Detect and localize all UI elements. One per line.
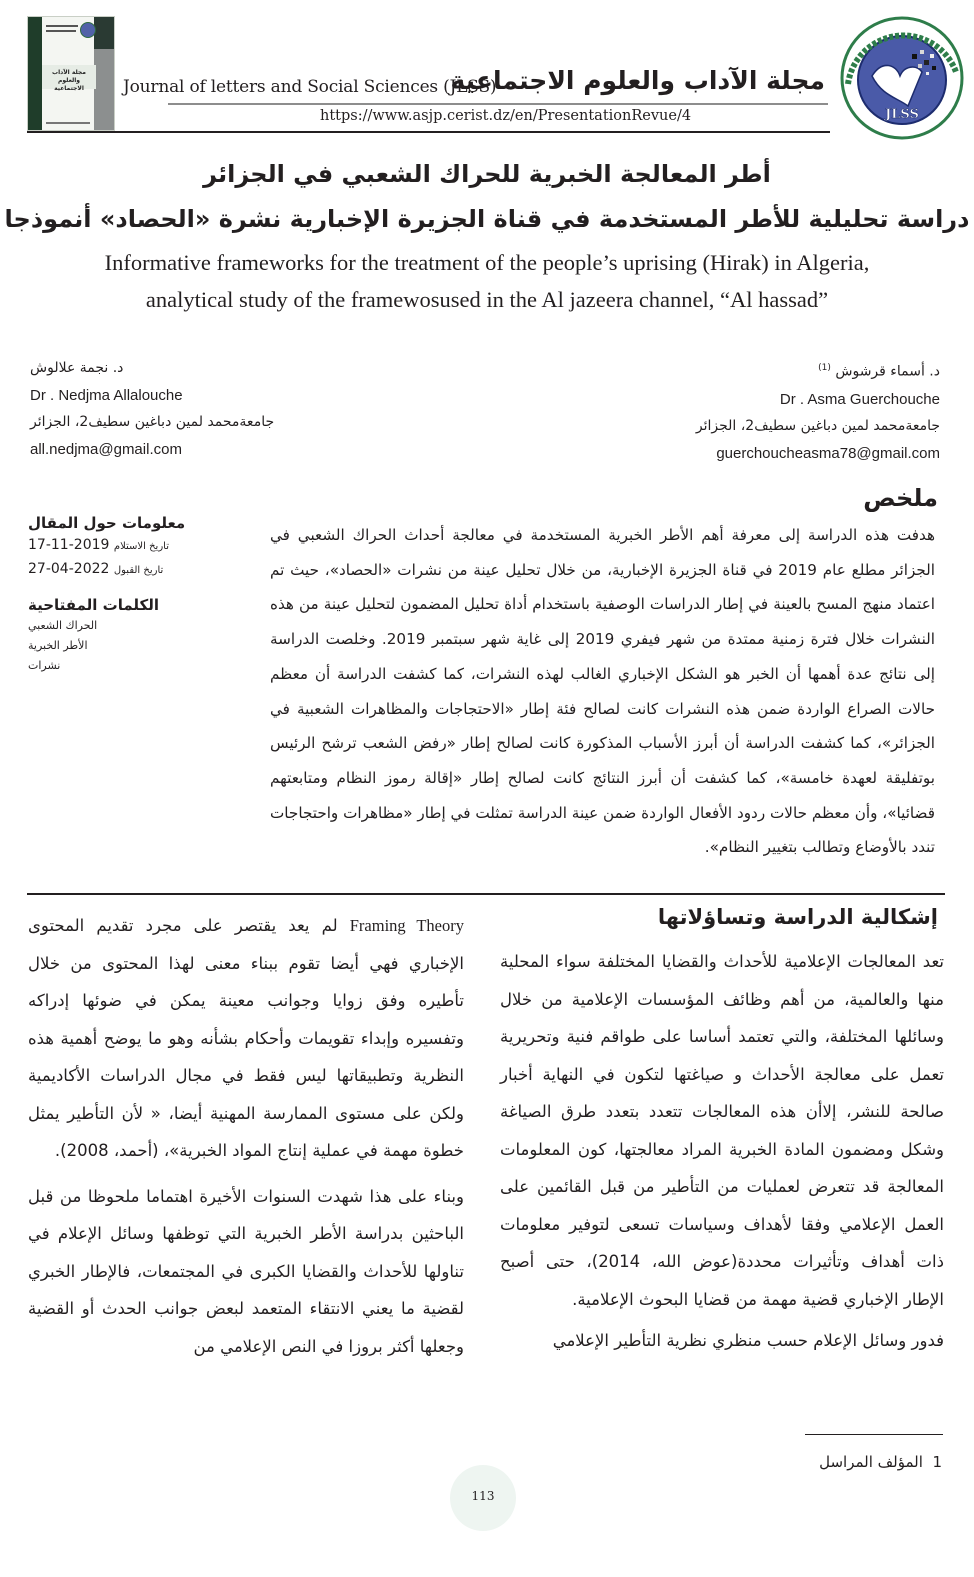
cover-side	[94, 49, 114, 131]
cover-logo-icon	[80, 22, 96, 38]
paragraph: وبناء على هذا شهدت السنوات الأخيرة اهتماما ملحوظا من قبل الباحثين بدراسة الأطر الخبرية التي توظفها وسائل الإعلام في تناولها للأحداث والقضايا الكبرى في المجتمعات، فالإطار الخبري لقضية ما يعني الانتقاء المتعمد لبعض جوانب الحدث أو القضية وجعلها أكثر بروزا في النص الإعلامي من	[28, 1186, 464, 1356]
cover-text-line	[46, 30, 76, 32]
cover-title: مجلة الآداب والعلوم الاجتماعية	[52, 69, 86, 92]
body-column-right	[500, 943, 944, 1360]
author-2-name-ar: د. نجمة علالوش	[30, 360, 124, 376]
author-2-affiliation: جامعةمحمد لمين دباغين سطيف2، الجزائر	[30, 414, 275, 430]
cover-footer-line	[46, 122, 90, 124]
page-number: 113	[471, 1489, 495, 1503]
header-gray-rule	[168, 103, 828, 105]
cover-side-top	[94, 17, 114, 49]
title-english-line-1: Informative frameworks for the treatment of the people’s uprising (Hirak) in Algeria,	[104, 250, 870, 275]
received-date: تاريخ الاستلام 2019-11-17	[28, 537, 169, 553]
title-arabic-line-2: دراسة تحليلية للأطر المستخدمة في قناة الجزيرة الإخبارية نشرة «الحصاد» أنموذجا	[4, 205, 970, 233]
abstract-heading: ملخص	[863, 484, 938, 512]
journal-cover-thumbnail	[27, 16, 115, 131]
journal-name-ar: مجلة الآداب والعلوم الاجتماعية	[450, 66, 825, 95]
title-english-line-2: analytical study of the framewosused in the Al jazeera channel, “Al hassad”	[145, 287, 829, 312]
author-1-affiliation: جامعةمحمد لمين دباغين سطيف2، الجزائر	[695, 417, 940, 434]
keyword: الحراك الشعبي	[28, 619, 98, 632]
header-rule	[27, 131, 830, 133]
section-divider	[27, 893, 945, 895]
author-1-name-en: Dr . Asma Guerchouche	[779, 390, 940, 408]
framing-theory-term: Framing Theory	[349, 916, 464, 935]
footnote: 1 المؤلف المراسل	[819, 1453, 942, 1471]
body-column-left	[28, 907, 464, 1365]
author-2-name-en: Dr . Nedjma Allalouche	[30, 387, 183, 404]
journal-name-en: Journal of letters and Social Sciences (JLSS)	[123, 77, 497, 97]
author-1	[696, 355, 940, 467]
footnote-mark: (1)	[818, 363, 831, 373]
journal-url-link[interactable]: https://www.asjp.cerist.dz/en/PresentationRevue/4	[320, 108, 692, 124]
author-1-email-link[interactable]: guerchoucheasma78@gmail.com	[716, 444, 940, 462]
jlss-logo-icon	[838, 14, 966, 142]
paragraph: فدور وسائل الإعلام حسب منظري نظرية التأطير الإعلامي	[552, 1331, 944, 1350]
cover-stripe	[28, 17, 42, 130]
cover-text-line	[46, 25, 78, 27]
title-arabic-line-1: أطر المعالجة الخبرية للحراك الشعبي في الجزائر	[203, 160, 771, 188]
abstract-text: هدفت هذه الدراسة إلى معرفة أهم الأطر الخبرية المستخدمة في معالجة أحداث الحراك الشعبي في الجزائر مطلع عام 2019 في قناة الجزيرة الإخبارية، من خلال تحليل عينة من نشرات «الحصاد»، حيث تم اعتماد منهج المسح بالعينة في إطار الدراسات الوصفية باستخدام أداة تحليل المضمون لتحليل عينة من هذه النشرات خلال فترة زمنية ممتدة من شهر فيفري 2019 إلى غاية شهر سبتمبر 2019. وخلصت الدراسة إلى نتائج عدة أهمها أن الخبر هو الشكل الإخباري الغالب لهذه النشرات، كما كشفت الدراسة أن معظم حالات الصراع الواردة ضمن هذه النشرات كانت لصالح فئة إطار «الاحتجاجات والمظاهرات الشعبية في الجزائر»، كما كشفت الدراسة أن أبرز الأسباب المذكورة كانت لصالح إطار «رفض الشعب ترشح الرئيس بوتفليقة لعهدة خامسة»، كما كشفت أن أبرز النتائج كانت لصالح إطار «إقالة رموز النظام ومتابعتهم قضائيا»، وأن معظم حالات ردود الأفعال الواردة ضمن عينة الدراسة تمثلت في إطار «مظاهرات واحتجاجات تندد بالأوضاع وتطالب بتغيير النظام».	[270, 526, 936, 857]
author-2-email-link[interactable]: all.nedjma@gmail.com	[30, 441, 182, 458]
article-info	[28, 512, 238, 676]
section-heading: إشكالية الدراسة وتساؤلاتها	[657, 905, 938, 929]
author-1-name-ar: د. أسماء قرشوش $^{(1)}$	[818, 363, 940, 380]
keywords-heading: الكلمات المفتاحية	[28, 596, 160, 614]
article-info-heading: معلومات حول المقال	[28, 514, 186, 532]
footnote-rule	[805, 1434, 943, 1435]
paragraph: تعد المعالجات الإعلامية للأحداث والقضايا المختلفة سواء المحلية منها والعالمية، من أهم وظائف المؤسسات الإعلامية من خلال وسائلها المختلفة، والتي تعتمد أساسا على طواقم فنية وتحريرية تعمل على معالجة الأحداث و صياغتها لتكون في النهاية أخبار صالحة للنشر، إلاأن هذه المعالجات تتعدد بتعدد طرق الصياغة وشكل ومضمون المادة الخبرية المراد معالجتها، كون المعلومات المعالجة قد تتعرض لعمليات من التأطير من قبل القائمين على العمل الإعلامي وفقا لأهداف وسياسات تسعى لتوفير معلومات ذات أهداف وتأثيرات محددة(عوض الله، 2014)، حتى أصبح الإطار الإخباري قضية مهمة من قضايا البحوث الإعلامية.	[500, 952, 944, 1309]
accepted-date: تاريخ القبول 2022-04-27	[28, 561, 164, 577]
keyword: الأطر الخبرية	[28, 639, 88, 652]
author-2	[30, 355, 274, 463]
keyword: نشرات	[28, 659, 61, 672]
svg-text:JLSS: JLSS	[885, 107, 919, 122]
paragraph: Framing Theory لم يعد يقتصر على مجرد تقديم المحتوى الإخباري فهي أيضا تقوم ببناء معنى لهذا المحتوى من خلال تأطيره وفق زوايا وجوانب معينة يمكن في ضوئها إدراكه وتفسيره وإبداء تقويمات وأحكام بشأنه وهو ما يوضح أهمية هذه النظرية وتطبيقاتها ليس فقط في مجال الدراسات الأكاديمية ولكن على مستوى الممارسة المهنية أيضا، « لأن التأطير يمثل خطوة مهمة في عملية إنتاج المواد الخبرية»، (أحمد، 2008).	[28, 916, 464, 1160]
